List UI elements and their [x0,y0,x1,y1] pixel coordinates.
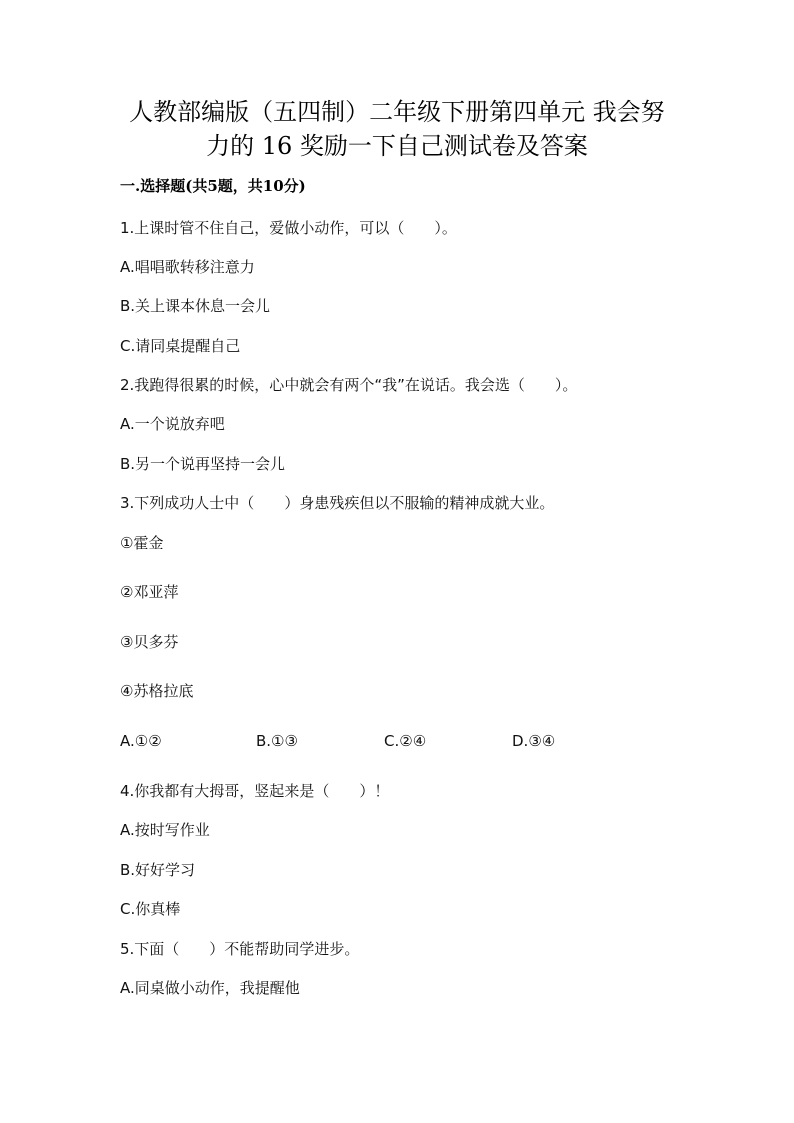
question-3-options [120,731,640,751]
question-1-stem: 1.上课时管不住自己，爱做小动作，可以（ ）。 [120,219,457,237]
question-5-stem: 5.下面（ ）不能帮助同学进步。 [120,940,360,958]
question-3-item-3: ③贝多芬 [120,633,179,651]
document-title-line-1: 人教部编版（五四制）二年级下册第四单元 我会努 [129,98,665,126]
question-3-option-a: A.①② [120,732,162,750]
question-3-item-2: ②邓亚萍 [120,583,179,601]
question-5-option-a: A.同桌做小动作，我提醒他 [120,979,300,997]
question-3-option-b: B.①③ [256,732,298,750]
question-4-stem: 4.你我都有大拇哥，竖起来是（ ）！ [120,782,390,800]
question-3-option-d: D.③④ [512,732,556,750]
question-2-option-a: A.一个说放弃吧 [120,415,225,433]
question-2-stem: 2.我跑得很累的时候，心中就会有两个“我”在说话。我会选（ ）。 [120,376,578,394]
question-4-option-c: C.你真棒 [120,900,181,918]
question-1-option-a: A.唱唱歌转移注意力 [120,258,255,276]
question-3-item-1: ①霍金 [120,534,164,552]
question-1-option-c: C.请同桌提醒自己 [120,337,241,355]
section-heading: 一.选择题(共5题，共10分) [120,177,306,195]
document-title-line-2: 力的 16 奖励一下自己测试卷及答案 [206,132,588,160]
question-3-item-4: ④苏格拉底 [120,682,194,700]
question-2-option-b: B.另一个说再坚持一会儿 [120,455,286,473]
question-4-option-b: B.好好学习 [120,861,196,879]
question-3-stem: 3.下列成功人士中（ ）身患残疾但以不服输的精神成就大业。 [120,494,555,512]
question-1-option-b: B.关上课本休息一会儿 [120,297,271,315]
question-4-option-a: A.按时写作业 [120,821,210,839]
question-3-option-c: C.②④ [384,732,427,750]
